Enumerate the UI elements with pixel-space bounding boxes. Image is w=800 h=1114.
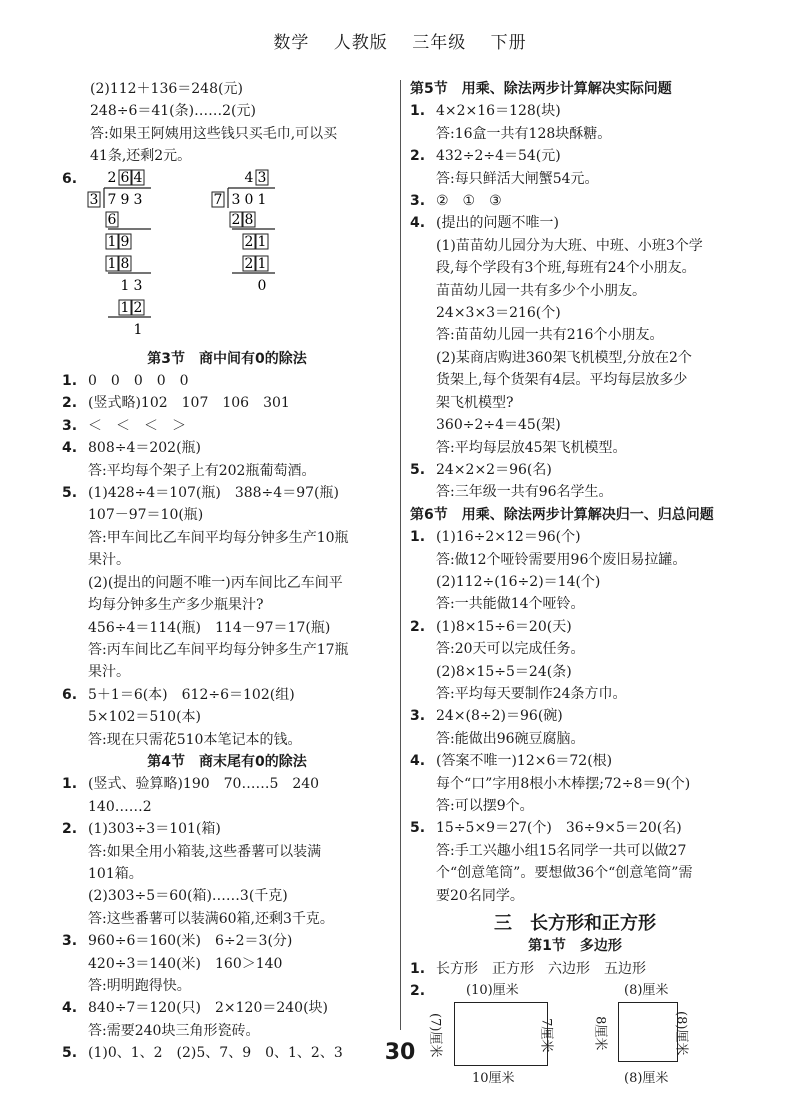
work-digit: 1 (120, 299, 130, 316)
question-number: 2. (410, 618, 426, 635)
answer-line (410, 369, 740, 391)
answer-line (62, 706, 392, 728)
answer-text: 答:丙车间比乙车间平均每分钟多生产17瓶 (88, 641, 349, 658)
answer-line (62, 617, 392, 639)
question-number: 5. (410, 461, 426, 478)
answer-line (62, 684, 392, 706)
question-number: 5. (62, 485, 78, 502)
answer-text: 答:三年级一共有96名学生。 (436, 484, 613, 501)
answer-text: 果汁。 (88, 664, 130, 681)
work-digit: 1 (133, 321, 143, 338)
work-digit: 1 (120, 277, 130, 294)
answer-line (62, 908, 392, 930)
answer-line (62, 930, 392, 952)
answer-text: (提出的问题不唯一) (436, 215, 559, 232)
work-digit: 1 (257, 255, 267, 272)
quotient-digit: 4 (244, 169, 254, 186)
question-number: 2. (410, 148, 426, 165)
answer-line (410, 235, 740, 257)
rect-bottom-label: 10厘米 (472, 1071, 515, 1087)
answer-text: (1)303÷3＝101(箱) (88, 821, 221, 838)
edition: 人教版 (333, 33, 388, 53)
polygon-figures (410, 980, 740, 1090)
answer-text: 答:做12个哑铃需要用96个废旧易拉罐。 (436, 551, 687, 568)
answer-line (410, 100, 740, 122)
answer-line (410, 728, 740, 750)
answer-text: 苗苗幼儿园一共有多少个小朋友。 (436, 282, 646, 299)
answer-line: (2)112＋136＝248(元) (90, 81, 243, 97)
answer-line (410, 885, 740, 907)
answer-text: 答:需要240块三角形瓷砖。 (88, 1022, 260, 1039)
answer-line (410, 840, 740, 862)
work-digit: 1 (107, 233, 117, 250)
dividend-digit: 3 (231, 191, 241, 208)
page-header (0, 28, 800, 53)
question-number: 3. (62, 933, 78, 950)
answer-line (62, 572, 392, 594)
question-number: 1. (410, 103, 426, 120)
work-digit: 2 (244, 255, 254, 272)
answer-line (410, 302, 740, 324)
answer-text: 答:现在只需花510本笔记本的钱。 (88, 731, 302, 748)
answer-text: 4×2×16＝128(块) (436, 103, 561, 120)
answer-text: 答:明明跑得快。 (88, 978, 191, 994)
question-number: 2. (62, 821, 78, 838)
question-number: 5. (410, 820, 426, 837)
question-number: 1. (410, 960, 426, 977)
answer-text: 答:苗苗幼儿园一共有216个小朋友。 (436, 327, 664, 344)
dividend-digit: 7 (107, 191, 117, 208)
answer-line (410, 145, 740, 167)
answer-text: 答:平均每天要制作24条方巾。 (436, 685, 627, 702)
division-b (212, 170, 275, 294)
answer-text: 24×2×2＝96(名) (436, 461, 552, 478)
question-number: 1. (62, 776, 78, 793)
answer-text: 长方形 正方形 六边形 五边形 (436, 960, 646, 977)
answer-line (410, 862, 740, 884)
answer-line (410, 481, 740, 503)
answer-line (410, 414, 740, 436)
answer-line (62, 370, 392, 392)
answer-line (62, 1020, 392, 1042)
dividend-digit: 1 (257, 191, 267, 208)
volume: 下册 (490, 33, 527, 53)
answer-line (410, 958, 740, 980)
answer-text: 960÷6＝160(米) 6÷2＝3(分) (88, 933, 293, 950)
section-3-list (62, 370, 392, 751)
answer-line (410, 593, 740, 615)
work-digit: 2 (133, 299, 143, 316)
work-digit: 1 (107, 255, 117, 272)
left-column (62, 78, 392, 1065)
work-digit: 6 (107, 211, 117, 228)
column-divider (400, 80, 401, 1030)
answer-line (62, 975, 392, 997)
question-number: 6. (62, 686, 78, 703)
long-division-q6 (62, 168, 392, 348)
work-digit: 2 (244, 233, 254, 250)
answer-text: (2)8×15÷5＝24(条) (436, 663, 572, 680)
work-digit: 8 (120, 255, 130, 272)
answer-text: (1)428÷4＝107(瓶) 388÷4＝97(瓶) (88, 485, 339, 502)
question-number: 1. (410, 529, 426, 546)
question-number: 4. (62, 1000, 78, 1017)
answer-text: 808÷4＝202(瓶) (88, 440, 202, 457)
long-division-svg (62, 168, 392, 348)
square-right-label: (8)厘米 (673, 1011, 689, 1056)
q6-number: 6. (62, 170, 78, 187)
answer-line (62, 796, 392, 818)
left-top-lines (62, 78, 392, 168)
answer-text: 5×102＝510(本) (88, 709, 202, 726)
answer-line (410, 661, 740, 683)
answer-text: 答:一共能做14个哑铃。 (436, 596, 585, 613)
question-number: 2. (62, 395, 78, 412)
answer-line (410, 280, 740, 302)
dividend-digit: 0 (244, 191, 254, 208)
answer-line (62, 773, 392, 795)
work-digit: 0 (257, 277, 267, 294)
answer-line (62, 482, 392, 504)
answer-line (62, 841, 392, 863)
answer-line (62, 639, 392, 661)
answer-text: (答案不唯一)12×6＝72(根) (436, 753, 613, 770)
quotient-digit: 6 (120, 169, 130, 186)
work-digit: 2 (231, 211, 241, 228)
answer-text: (2)(提出的问题不唯一)丙车间比乙车间平 (88, 574, 343, 591)
answer-line (62, 818, 392, 840)
answer-text: 15÷5×9＝27(个) 36÷9×5＝20(名) (436, 820, 682, 837)
answer-line (62, 392, 392, 414)
answer-text: 答:能做出96碗豆腐脑。 (436, 730, 585, 747)
answer-text: 果汁。 (88, 552, 130, 569)
answer-line (62, 729, 392, 751)
chapter-section-1-list (410, 958, 740, 980)
answer-text: (1)苗苗幼儿园分为大班、中班、小班3个学 (436, 237, 703, 254)
answer-text: 货架上,每个货架有4层。平均每层放多少 (436, 372, 688, 389)
square-top-label: (8)厘米 (624, 983, 669, 999)
divisor-digit: 3 (89, 191, 99, 208)
answer-line (62, 997, 392, 1019)
answer-line (62, 504, 392, 526)
dividend-digit: 3 (133, 191, 143, 208)
work-digit: 3 (133, 277, 143, 294)
question-number: 4. (62, 440, 78, 457)
answer-line (62, 953, 392, 975)
question-number: 4. (410, 753, 426, 770)
rect-right-label: 7厘米 (538, 1018, 554, 1053)
section-6-list (410, 526, 740, 907)
answer-line (62, 437, 392, 459)
answer-text: 每个“口”字用8根小木棒摆;72÷8＝9(个) (436, 775, 691, 792)
grade: 三年级 (412, 33, 467, 53)
answer-line (410, 123, 740, 145)
answer-text: 答:可以摆9个。 (436, 798, 534, 814)
answer-text: (1)8×15÷6＝20(天) (436, 618, 572, 635)
page-number: 30 (384, 1040, 416, 1065)
answer-line (410, 638, 740, 660)
answer-line (62, 885, 392, 907)
answer-text: 答:平均每个架子上有202瓶葡萄酒。 (88, 462, 316, 479)
answer-line (410, 168, 740, 190)
answer-text: 456÷4＝114(瓶) 114－97＝17(瓶) (88, 619, 331, 636)
quotient-digit: 2 (107, 169, 117, 186)
division-a (88, 170, 151, 338)
q2-number: 2. (410, 983, 426, 1000)
answer-line (62, 527, 392, 549)
answer-text: 答:如果全用小箱装,这些番薯可以装满 (88, 843, 322, 860)
question-number: 3. (62, 417, 78, 434)
answer-line (62, 594, 392, 616)
answer-text: 答:甲车间比乙车间平均每分钟多生产10瓶 (88, 529, 349, 546)
answer-text: 要20名同学。 (436, 887, 524, 904)
answer-line (410, 705, 740, 727)
answer-line (410, 437, 740, 459)
section-5-title: 第5节 用乘、除法两步计算解决实际问题 (410, 81, 672, 97)
answer-text: 段,每个学段有3个班,每班有24个小朋友。 (436, 260, 696, 277)
answer-text: ② ① ③ (436, 193, 502, 210)
answer-text: 101箱。 (88, 865, 143, 882)
section-5-list (410, 100, 740, 503)
answer-text: (竖式略)102 107 106 301 (88, 395, 290, 412)
answer-text: 107－97＝10(瓶) (88, 507, 204, 524)
answer-line: 41条,还剩2元。 (90, 148, 192, 165)
question-number: 5. (62, 1045, 78, 1062)
answer-text: (2)303÷5＝60(箱)……3(千克) (88, 888, 288, 905)
answer-line (410, 683, 740, 705)
answer-text: 24×(8÷2)＝96(碗) (436, 708, 563, 725)
answer-text: 420÷3＝140(米) 160＞140 (88, 955, 283, 972)
section-3-title: 第3节 商中间有0的除法 (147, 350, 307, 367)
answer-line (410, 773, 740, 795)
answer-text: 24×3×3＝216(个) (436, 305, 561, 322)
answer-text: 答:每只鲜活大闸蟹54元。 (436, 170, 599, 187)
answer-text: (2)某商店购进360架飞机模型,分放在2个 (436, 349, 692, 366)
answer-text: 答:这些番薯可以装满60箱,还剩3千克。 (88, 910, 334, 927)
answer-line (410, 571, 740, 593)
answer-text: 0 0 0 0 0 (88, 373, 189, 390)
answer-line (410, 190, 740, 212)
answer-line (410, 257, 740, 279)
dividend-digit: 9 (120, 191, 130, 208)
answer-text: 140……2 (88, 798, 152, 815)
section-4-title: 第4节 商末尾有0的除法 (147, 753, 307, 770)
answer-line: 答:如果王阿姨用这些钱只买毛巾,可以买 (90, 125, 338, 142)
question-number: 3. (410, 193, 426, 210)
square-left-label: 8厘米 (592, 1016, 608, 1051)
answer-text: ＜ ＜ ＜ ＞ (88, 417, 186, 434)
rect-left-label: (7)厘米 (427, 1013, 443, 1058)
square-bottom-label: (8)厘米 (624, 1071, 669, 1087)
section-6-title: 第6节 用乘、除法两步计算解决归一、归总问题 (410, 506, 714, 523)
quotient-digit: 4 (133, 169, 143, 186)
section-4-list (62, 773, 392, 1064)
answer-line (410, 549, 740, 571)
question-number: 4. (410, 215, 426, 232)
answer-line (410, 817, 740, 839)
answer-text: 答:平均每层放45架飞机模型。 (436, 439, 627, 456)
answer-line (62, 415, 392, 437)
chapter-section-1-title: 第1节 多边形 (528, 938, 622, 955)
answer-text: 答:20天可以完成任务。 (436, 641, 585, 658)
answer-line (410, 526, 740, 548)
answer-line: 248÷6＝41(条)……2(元) (90, 103, 256, 120)
answer-text: (1)16÷2×12＝96(个) (436, 529, 581, 546)
question-number: 1. (62, 373, 78, 390)
chapter-title: 三 长方形和正方形 (494, 913, 656, 935)
answer-line (62, 863, 392, 885)
answer-text: (2)112÷(16÷2)＝14(个) (436, 573, 601, 590)
answer-line (410, 750, 740, 772)
work-digit: 1 (257, 233, 267, 250)
answer-text: 均每分钟多生产多少瓶果汁? (88, 597, 264, 614)
answer-line (410, 795, 740, 817)
divisor-digit: 7 (213, 191, 223, 208)
answer-text: (竖式、验算略)190 70……5 240 (88, 776, 320, 793)
answer-line (410, 459, 740, 481)
right-column (410, 78, 740, 1090)
question-number: 3. (410, 708, 426, 725)
answer-line (410, 324, 740, 346)
quotient-digit: 3 (257, 169, 267, 186)
answer-line (410, 616, 740, 638)
answer-text: 360÷2÷4＝45(架) (436, 417, 561, 434)
work-digit: 8 (244, 211, 254, 228)
answer-text: (1)0、1、2 (2)5、7、9 0、1、2、3 (88, 1045, 343, 1062)
answer-line (62, 549, 392, 571)
rect-top-label: (10)厘米 (466, 983, 519, 999)
answer-line (410, 347, 740, 369)
answer-text: 5＋1＝6(本) 612÷6＝102(组) (88, 686, 295, 703)
answer-line (410, 392, 740, 414)
answer-line (410, 212, 740, 234)
work-digit: 9 (120, 233, 130, 250)
answer-text: 432÷2÷4＝54(元) (436, 148, 561, 165)
answer-text: 架飞机模型? (436, 394, 514, 411)
answer-text: 840÷7＝120(只) 2×120＝240(块) (88, 1000, 329, 1017)
subject: 数学 (273, 33, 310, 53)
answer-line (62, 460, 392, 482)
answer-text: 答:16盒一共有128块酥糖。 (436, 125, 612, 142)
answer-text: 个“创意笔筒”。要想做36个“创意笔筒”需 (436, 865, 693, 882)
answer-line (62, 661, 392, 683)
answer-text: 答:手工兴趣小组15名同学一共可以做27 (436, 842, 687, 859)
